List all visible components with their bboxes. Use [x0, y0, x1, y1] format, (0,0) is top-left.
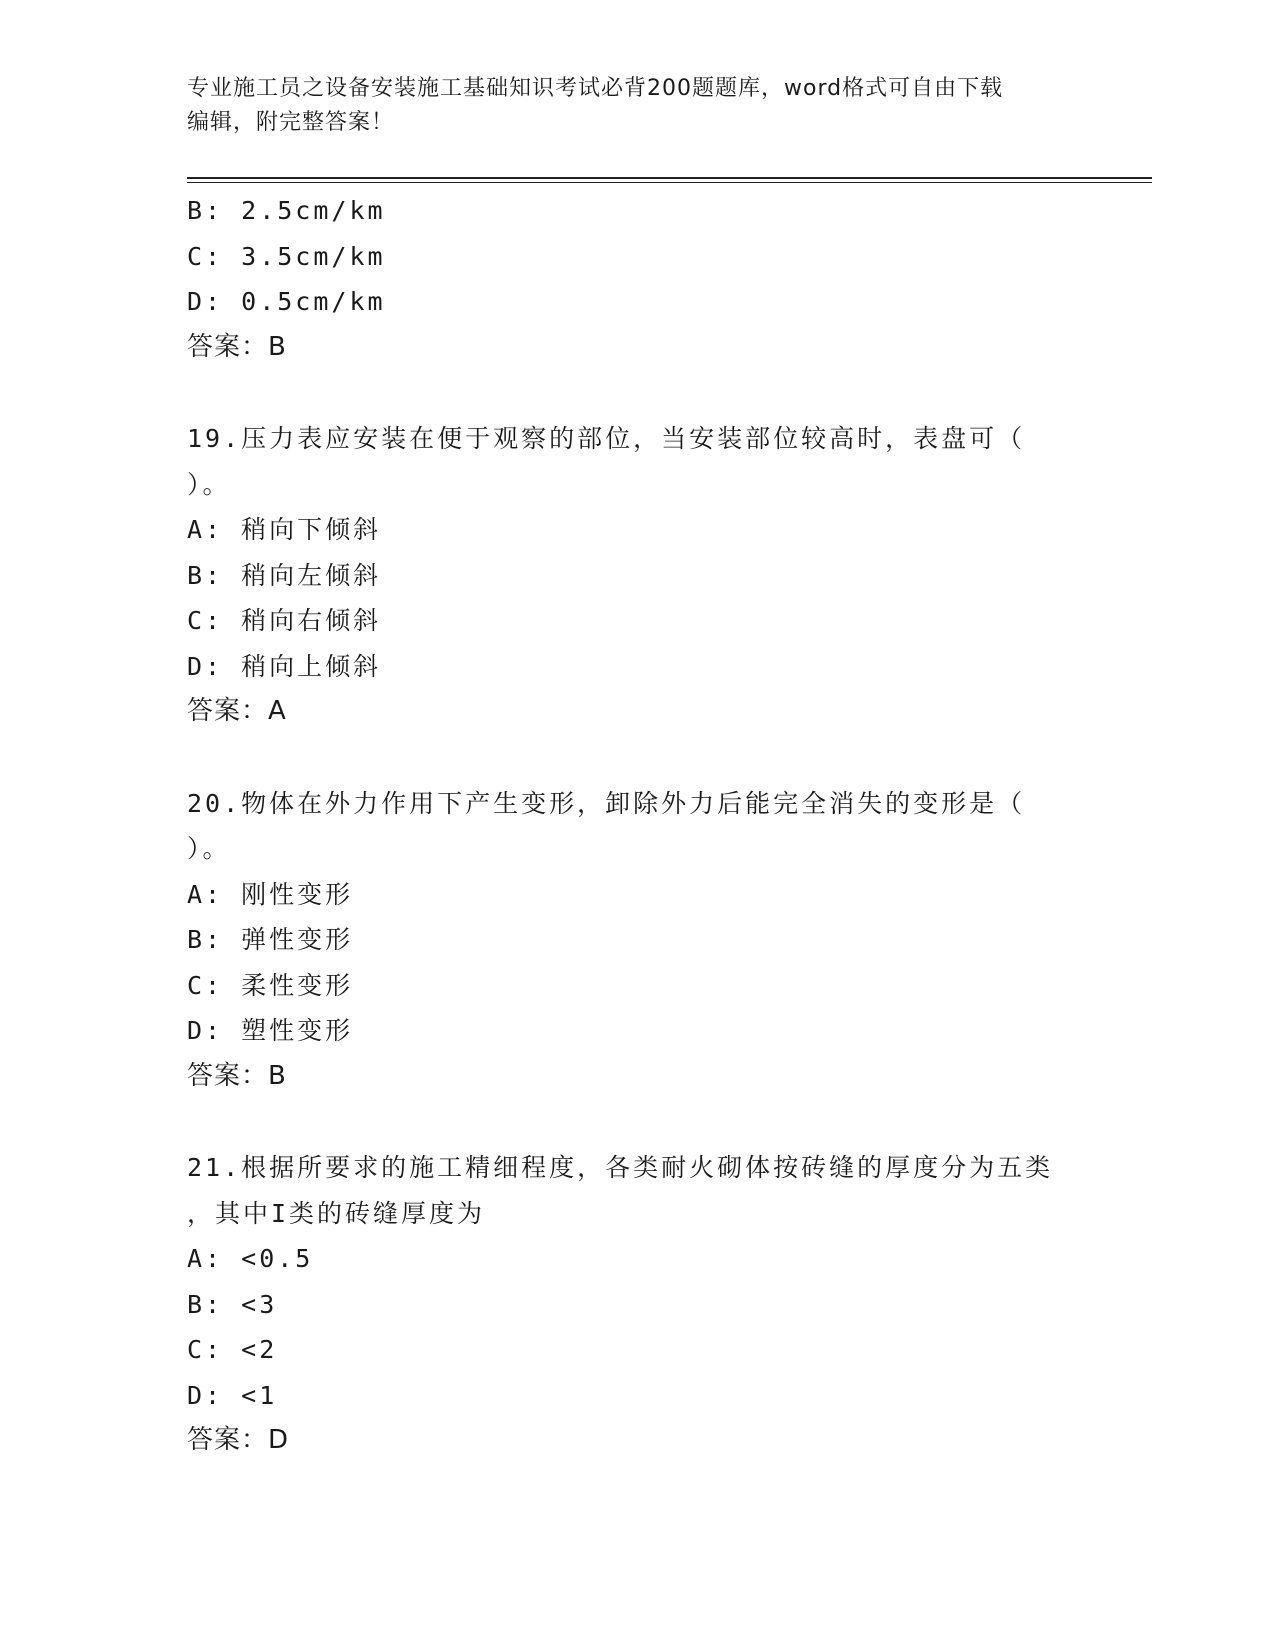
option-d: D: <1	[187, 1380, 278, 1410]
option-b: B: 2.5cm/km	[187, 196, 386, 225]
option-a: A: 稍向下倾斜	[187, 515, 382, 544]
option-d: D: 0.5cm/km	[187, 287, 386, 316]
option-c: C: 3.5cm/km	[187, 241, 386, 271]
question-text-line-1: 21.根据所要求的施工精细程度，各类耐火砌体按砖缝的厚度分为五类	[187, 1153, 1054, 1182]
question-list	[187, 188, 1087, 1464]
header-line-2: 编辑，附完整答案！	[187, 110, 395, 135]
question-text-line-1: 20.物体在外力作用下产生变形，卸除外力后能完全消失的变形是（	[187, 788, 1026, 818]
question-text-line-2: ）。	[187, 469, 231, 499]
question-text-line-1: 19.压力表应安装在便于观察的部位，当安装部位较高时，表盘可（	[187, 424, 1026, 453]
header-rule-thick	[187, 177, 1152, 179]
document-header	[187, 72, 1087, 140]
answer-line: 答案：B	[187, 1060, 287, 1091]
header-rule-thin	[187, 182, 1152, 183]
option-b: B: <3	[187, 1289, 278, 1319]
question-text-line-2: ）。	[187, 834, 231, 863]
question-21	[187, 1145, 1087, 1464]
question-19	[187, 416, 1087, 735]
question-18-tail	[187, 188, 1087, 370]
option-c: C: 稍向右倾斜	[187, 606, 382, 635]
question-20	[187, 781, 1087, 1100]
header-line-1: 专业施工员之设备安装施工基础知识考试必背200题题库，word格式可自由下载	[187, 76, 1004, 101]
option-a: A: 刚性变形	[187, 879, 354, 909]
option-d: D: 塑性变形	[187, 1016, 354, 1045]
answer-line: 答案：A	[187, 696, 287, 726]
option-b: B: 弹性变形	[187, 925, 354, 954]
option-c: C: <2	[187, 1335, 278, 1364]
answer-line: 答案：B	[187, 331, 287, 362]
option-c: C: 柔性变形	[187, 970, 354, 1000]
answer-line: 答案：D	[187, 1425, 290, 1455]
question-text-line-2: ，其中I类的砖缝厚度为	[187, 1198, 486, 1228]
option-a: A: <0.5	[187, 1244, 314, 1273]
option-b: B: 稍向左倾斜	[187, 560, 382, 590]
option-d: D: 稍向上倾斜	[187, 651, 382, 681]
